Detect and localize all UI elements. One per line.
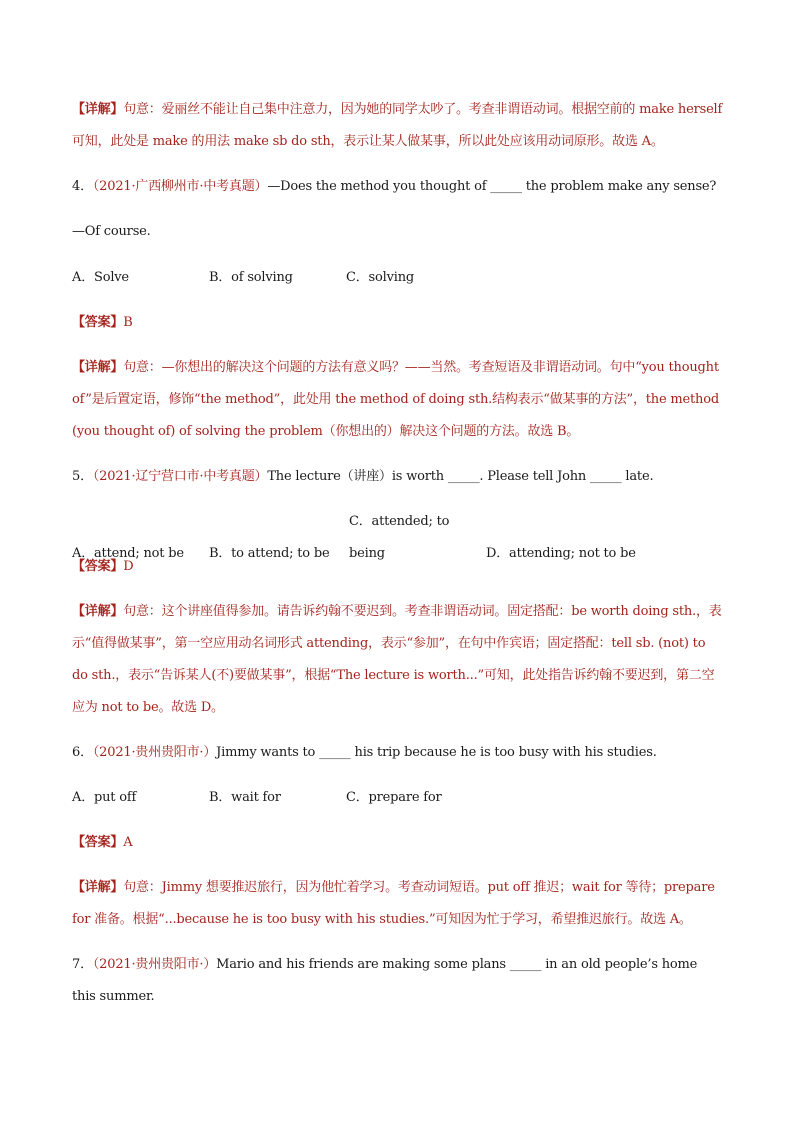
question-number: 4． (72, 179, 93, 194)
detail-tag: 【详解】 (72, 604, 124, 619)
answer-value: D (123, 559, 134, 574)
question-stem: The lecture（讲座）is worth _____. Please tell John _____ late. (267, 469, 654, 484)
answer-tag: 【答案】 (72, 559, 124, 574)
question-number: 7． (72, 957, 93, 972)
question-4-options (72, 262, 724, 294)
detail-paragraph-q3 (72, 94, 724, 158)
option-c: C．attended; to being (349, 514, 450, 561)
question-5 (72, 461, 724, 493)
option-b: B．wait for (209, 790, 281, 805)
question-4-reply (72, 216, 724, 248)
answer-value: A (123, 835, 133, 850)
question-stem-line2: —Of course. (72, 224, 151, 239)
question-source: （2021·辽宁营口市·中考真题） (92, 469, 268, 484)
question-7 (72, 949, 724, 1013)
question-number: 6． (72, 745, 93, 760)
detail-tag: 【详解】 (72, 360, 124, 375)
question-6 (72, 737, 724, 769)
option-c: C．prepare for (346, 790, 442, 805)
option-d: D．attending; not to be (486, 546, 636, 561)
detail-text: 句意：这个讲座值得参加。请告诉约翰不要迟到。考查非谓语动词。固定搭配：be worth doing sth.，表示“值得做某事”，第一空应用动名词形式 attending，表示“参加”，在句中作宾语；固定搭配：tell sb. (not) to do sth.，表示“告诉某人(不)要做某事”，根据“The lecture is worth...”可知，此处指告诉约翰不要迟到，第二空应为 not to be。故选 D。 (72, 604, 722, 715)
question-source: （2021·贵州贵阳市·） (92, 957, 217, 972)
question-6-detail (72, 872, 724, 936)
answer-value: B (123, 315, 133, 330)
question-stem: Mario and his friends are making some plans _____ in an old people’s home this summer. (72, 957, 698, 1004)
option-a: A．Solve (72, 270, 129, 285)
question-4-detail (72, 352, 724, 448)
question-4-answer (72, 307, 724, 339)
question-5-detail (72, 596, 724, 724)
question-source: （2021·贵州贵阳市·） (92, 745, 217, 760)
option-b: B．of solving (209, 270, 293, 285)
detail-text: 句意：—你想出的解决这个问题的方法有意义吗？——当然。考查短语及非谓语动词。句中“you thought of”是后置定语，修饰“the method”，此处用 the method of doing sth.结构表示“做某事的方法”，the method (you thought of) of solving the problem（你想出的）解决这个问题的方法。故选 B。 (72, 360, 719, 439)
question-number: 5． (72, 469, 93, 484)
detail-tag: 【详解】 (72, 880, 124, 895)
question-4 (72, 171, 724, 203)
question-6-answer (72, 827, 724, 859)
detail-text: 句意：爱丽丝不能让自己集中注意力，因为她的同学太吵了。考查非谓语动词。根据空前的 make herself 可知，此处是 make 的用法 make sb do sth，表示让某人做某事，所以此处应该用动词原形。故选 A。 (72, 102, 723, 149)
question-6-options (72, 782, 724, 814)
option-b: B．to attend; to be (209, 546, 330, 561)
answer-tag: 【答案】 (72, 315, 124, 330)
detail-text: 句意：Jimmy 想要推迟旅行，因为他忙着学习。考查动词短语。put off 推迟；wait for 等待；prepare for 准备。根据“...because he is too busy with his studies.”可知因为忙于学习，希望推迟旅行。故选 A。 (72, 880, 715, 927)
question-5-answer (72, 551, 724, 583)
option-a: A．put off (72, 790, 137, 805)
answer-tag: 【答案】 (72, 835, 124, 850)
question-source: （2021·广西柳州市·中考真题） (92, 179, 268, 194)
detail-tag: 【详解】 (72, 102, 124, 117)
option-a: A．attend; not be (72, 546, 184, 561)
question-stem: Jimmy wants to _____ his trip because he is too busy with his studies. (216, 745, 657, 760)
option-c: C．solving (346, 270, 414, 285)
question-stem: —Does the method you thought of _____ the problem make any sense? (267, 179, 717, 194)
